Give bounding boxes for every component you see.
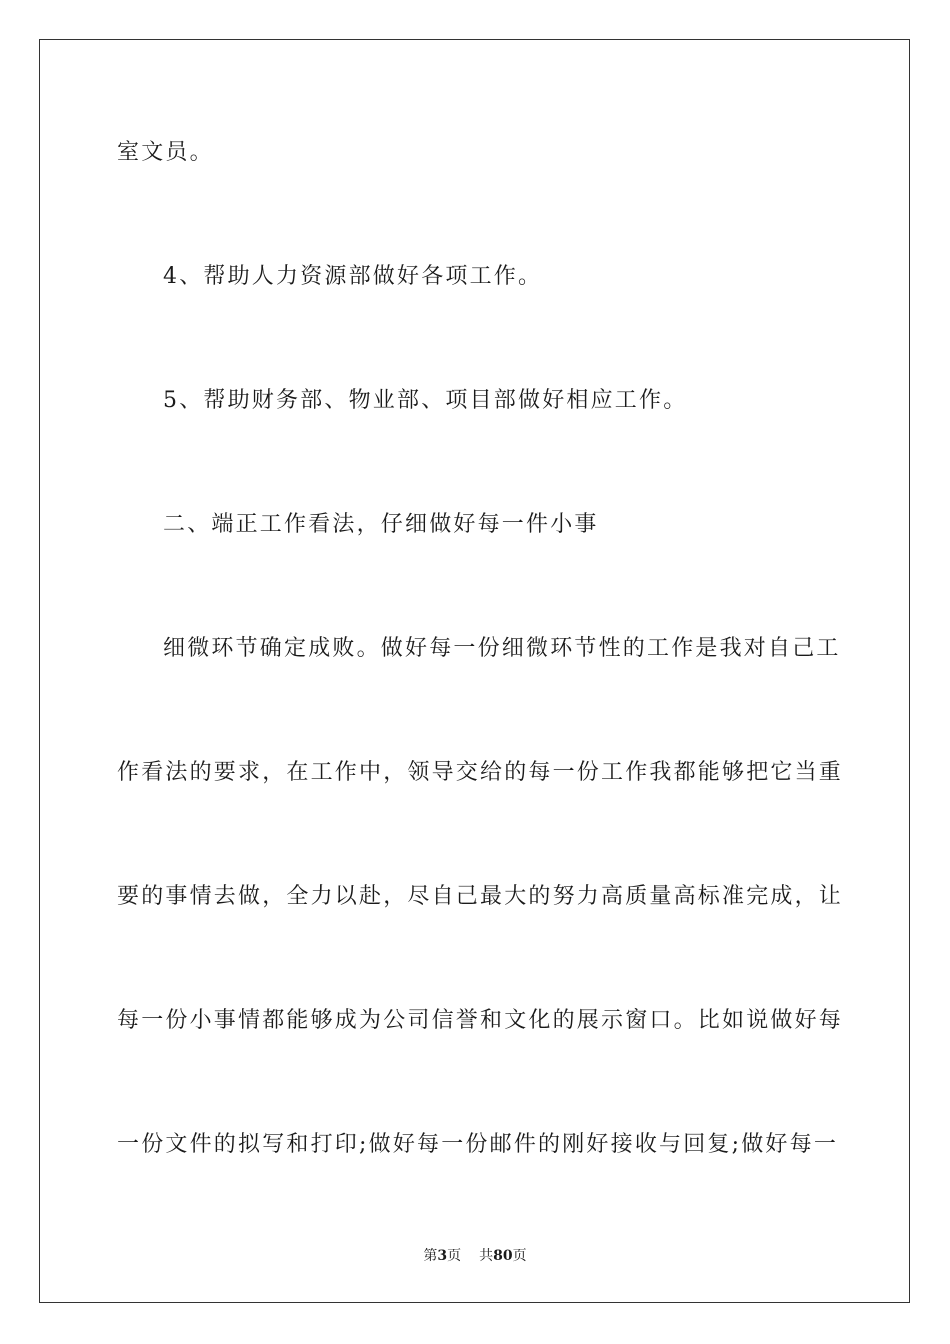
total-prefix: 共: [479, 1248, 494, 1264]
paragraph-line-2: 作看法的要求，在工作中，领导交给的每一份工作我都能够把它当重: [117, 760, 844, 785]
total-pages: 80: [493, 1248, 513, 1264]
section-heading-2: 二、端正工作看法，仔细做好每一件小事: [163, 512, 599, 537]
page-suffix: 页: [447, 1248, 462, 1264]
text-line-item-4: 4、帮助人力资源部做好各项工作。: [163, 264, 543, 289]
paragraph-line-4: 每一份小事情都能够成为公司信誉和文化的展示窗口。比如说做好每: [117, 1008, 844, 1033]
page-border: [39, 39, 910, 1303]
page-prefix: 第: [423, 1248, 438, 1264]
paragraph-line-5: 一份文件的拟写和打印;做好每一份邮件的刚好接收与回复;做好每一: [117, 1132, 839, 1157]
paragraph-line-1: 细微环节确定成败。做好每一份细微环节性的工作是我对自己工: [163, 636, 841, 661]
text-line-item-5: 5、帮助财务部、物业部、项目部做好相应工作。: [163, 388, 688, 413]
text-line-1: 室文员。: [117, 140, 214, 165]
total-suffix: 页: [512, 1248, 527, 1264]
paragraph-line-3: 要的事情去做，全力以赴，尽自己最大的努力高质量高标准完成，让: [117, 884, 844, 909]
page-number: 3: [437, 1248, 448, 1264]
page-footer: [0, 1247, 950, 1265]
